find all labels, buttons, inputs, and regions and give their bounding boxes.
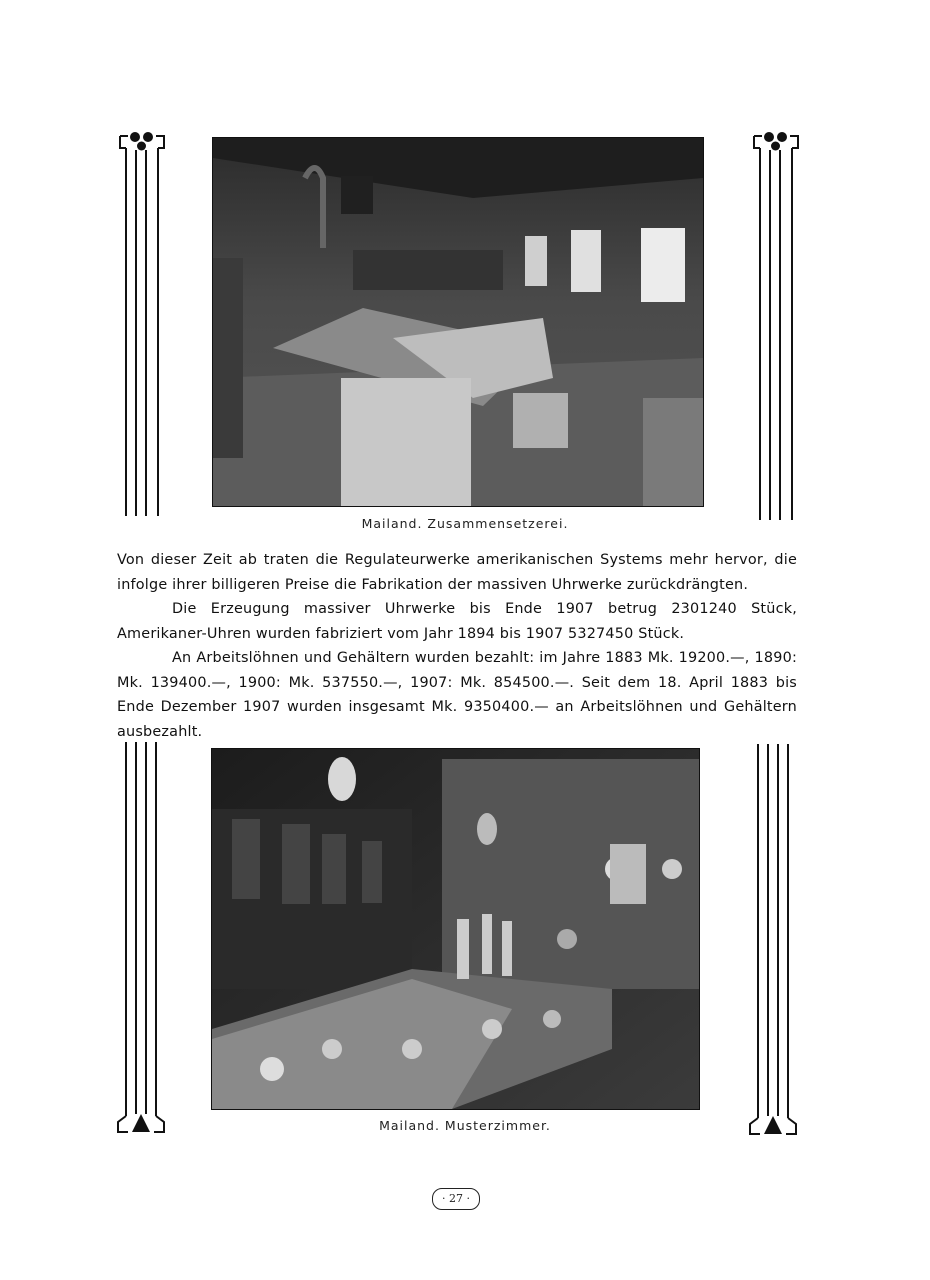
ornament-bottom-right bbox=[746, 744, 802, 1138]
photo-workshop bbox=[212, 137, 704, 507]
ornament-top-right bbox=[748, 128, 804, 520]
page-number: · 27 · bbox=[432, 1188, 480, 1210]
caption-workshop: Mailand. Zusammensetzerei. bbox=[361, 516, 569, 531]
paragraph-2: Die Erzeugung massiver Uhrwerke bis Ende 1907 betrug 2301240 Stück, Amerikaner-Uhren wurden fabriziert vom Jahr 1894 bis 1907 5327450 Stück. bbox=[117, 601, 797, 642]
ornament-bottom-left bbox=[114, 742, 170, 1136]
ornament-top-left bbox=[114, 128, 170, 520]
paragraph-1: Von dieser Zeit ab traten die Regulateurwerke amerikanischen Systems mehr hervor, die infolge ihrer billigeren Preise die Fabrikation der massiven Uhrwerke zurückdrängten. bbox=[117, 552, 797, 593]
paragraph-3: An Arbeitslöhnen und Gehältern wurden bezahlt: im Jahre 1883 Mk. 19200.—, 1890: Mk. 139400.—, 1900: Mk. 537550.—, 1907: Mk. 854500.—. Seit dem 18. April 1883 bis Ende Dezember 1907 wurden insgesamt Mk. 9350400.— an Arbeitslöhnen und Gehältern ausbezahlt. bbox=[117, 650, 797, 740]
body-text bbox=[117, 548, 797, 744]
photo-showroom bbox=[211, 748, 700, 1110]
caption-showroom: Mailand. Musterzimmer. bbox=[379, 1118, 551, 1133]
